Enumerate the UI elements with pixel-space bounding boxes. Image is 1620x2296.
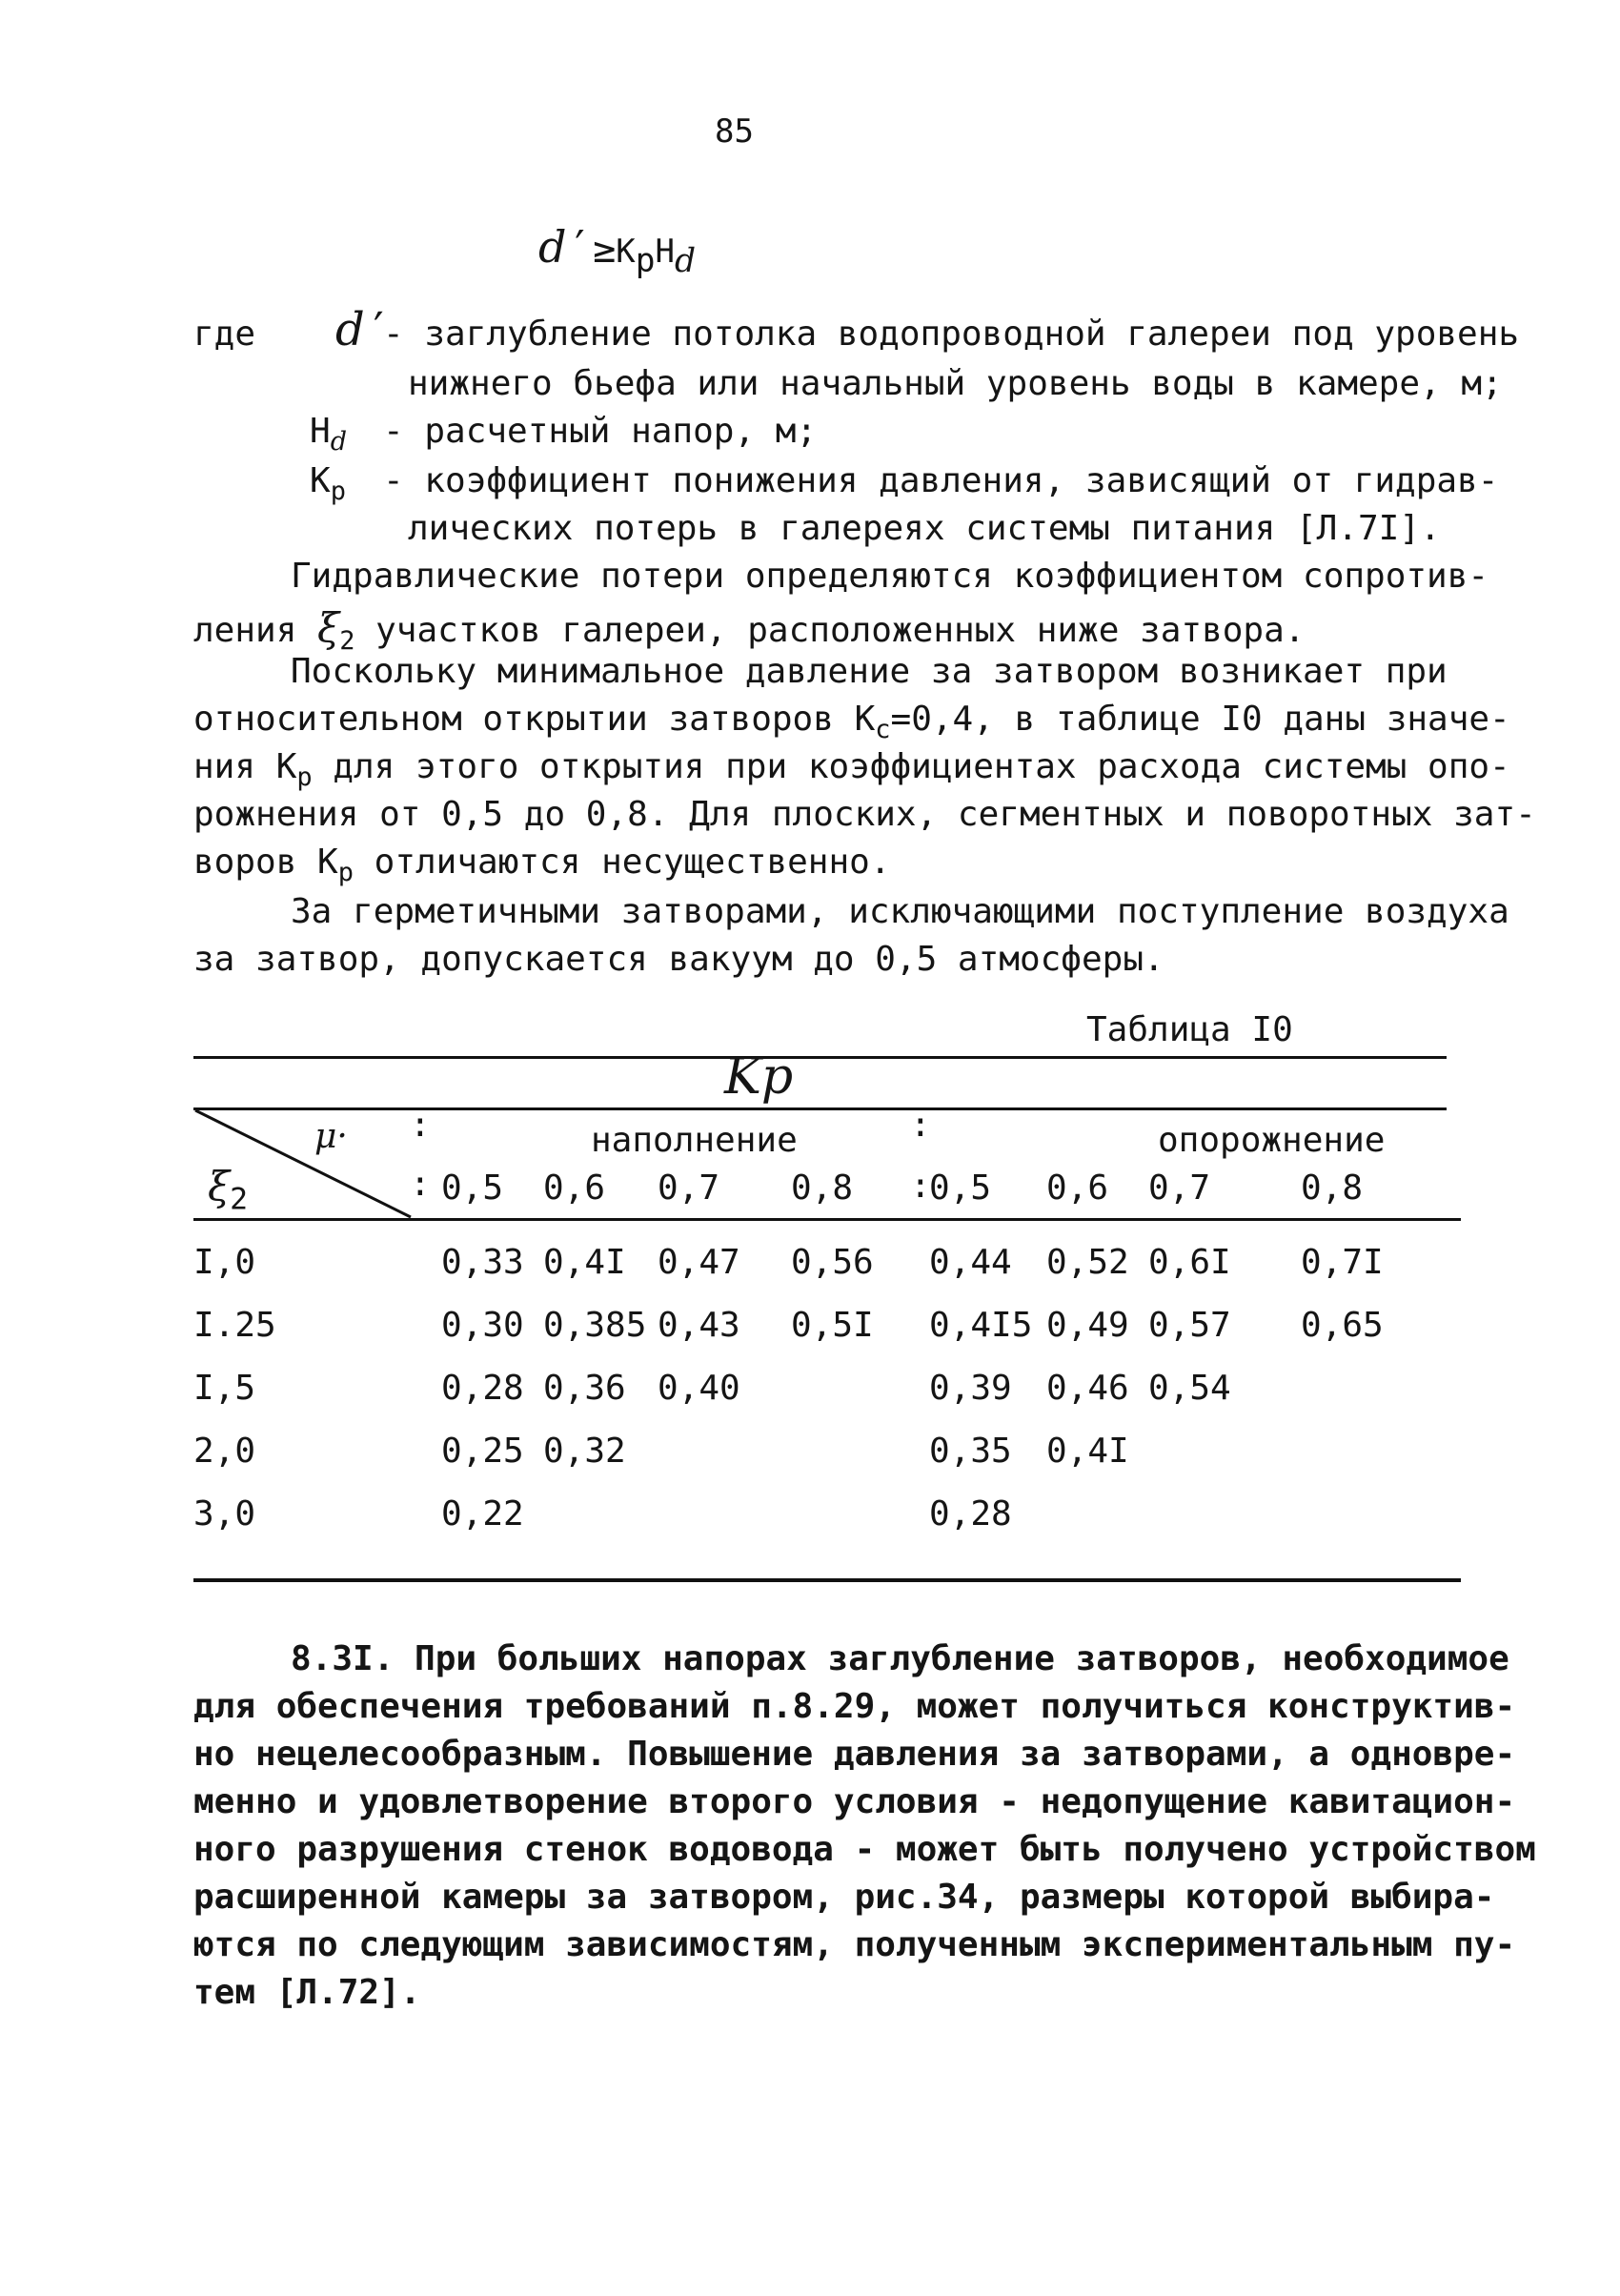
def-d-text-2: нижнего бьефа или начальный уровень воды в камере, м; (408, 364, 1503, 403)
para2-line3: ния $K_p$ для этого открытия при коэффициентах расхода системы опо- (193, 747, 1510, 793)
para2-line2: относительном открытии затворов $K_c=0,4$, в таблице I0 даны значе- (193, 700, 1510, 745)
def-d-symbol: d′ (335, 303, 393, 356)
table-cell: 0,44 (929, 1243, 1012, 1282)
para4-line2: для обеспечения требований п.8.29, может получиться конструктив- (193, 1687, 1516, 1726)
def-h-symbol: $H_d$ (310, 412, 347, 457)
table-cell: 0,6I (1148, 1243, 1231, 1282)
table-cell: 0,56 (791, 1243, 874, 1282)
para4-line5: ного разрушения стенок водовода - может быть получено устройством (193, 1830, 1536, 1869)
table-row-xi: 3,0 (193, 1494, 256, 1534)
table-corner-xi: $\xi_2$ (208, 1163, 249, 1217)
para3-line2: за затвор, допускается вакуум до 0,5 атмосферы. (193, 940, 1164, 979)
table-group-fill: наполнение (591, 1121, 798, 1160)
table-cell: 0,52 (1046, 1243, 1129, 1282)
table-bottom-rule (193, 1578, 1461, 1582)
table-cell: 0,35 (929, 1432, 1012, 1471)
def-k-text-1: - коэффициент понижения давления, зависящий от гидрав- (383, 461, 1499, 500)
table-cell: 0,25 (441, 1432, 524, 1471)
table-subheader-7: 0,7 (1148, 1168, 1211, 1208)
formula-relation: ≥ (593, 228, 617, 272)
table-cell: 0,47 (658, 1243, 740, 1282)
table-main-header: Kp (724, 1048, 794, 1106)
formula-h: H (655, 233, 675, 271)
table-cell: 0,28 (929, 1494, 1012, 1534)
para2-line1: Поскольку минимальное давление за затвором возникает при (291, 652, 1448, 691)
formula-d: d (538, 221, 567, 273)
table-top-rule (193, 1056, 1447, 1059)
table-cell: 0,5I (791, 1306, 874, 1345)
formula-k: K (616, 233, 636, 271)
para4-line4: менно и удовлетворение второго условия - недопущение кавитацион- (193, 1782, 1516, 1821)
formula (538, 221, 696, 280)
para3-line1: За герметичными затворами, исключающими поступление воздуха (291, 892, 1509, 931)
def-d-text-1: - заглубление потолка водопроводной галереи под уровень (383, 315, 1520, 354)
para1-line2: ления $\xi_2$ участков галереи, расположенных ниже затвора. (193, 604, 1306, 657)
para1-line1: Гидравлические потери определяются коэффициентом сопротив- (291, 557, 1489, 596)
table-cell: 0,4I5 (929, 1306, 1033, 1345)
table-group-empty: опорожнение (1158, 1121, 1386, 1160)
table-row-xi: 2,0 (193, 1432, 256, 1471)
table-subheader-3: 0,7 (658, 1168, 720, 1208)
col-sep-1: : (410, 1106, 431, 1145)
table-subheader-5: 0,5 (929, 1168, 992, 1208)
table-row-xi: I.25 (193, 1306, 276, 1345)
table-cell: 0,33 (441, 1243, 524, 1282)
para4-line3: но нецелесообразным. Повышение давления за затворами, а одновре- (193, 1735, 1516, 1774)
table-subheader-1: 0,5 (441, 1168, 504, 1208)
table-row-xi: I,5 (193, 1369, 256, 1408)
table-caption: Таблица I0 (1086, 1010, 1293, 1049)
table-cell: 0,57 (1148, 1306, 1231, 1345)
page-number: 85 (715, 112, 754, 151)
definitions-intro: где (193, 315, 256, 354)
table-cell: 0,22 (441, 1494, 524, 1534)
formula-prime: ′ (566, 221, 594, 273)
table-subheader-4: 0,8 (791, 1168, 854, 1208)
formula-k-sub: p (635, 242, 656, 281)
para2-line4: рожнения от 0,5 до 0,8. Для плоских, сегментных и поворотных зат- (193, 795, 1536, 834)
table-cell: 0,36 (543, 1369, 626, 1408)
table-cell: 0,65 (1301, 1306, 1384, 1345)
para4-line7: ются по следующим зависимостям, полученным экспериментальным пу- (193, 1925, 1516, 1964)
table-subheader-8: 0,8 (1301, 1168, 1364, 1208)
table-cell: 0,4I (543, 1243, 626, 1282)
table-cell: 0,46 (1046, 1369, 1129, 1408)
table-cell: 0,7I (1301, 1243, 1384, 1282)
col-sep-3: : (910, 1106, 931, 1145)
para2-line5: воров $K_p$ отличаются несущественно. (193, 843, 891, 888)
def-k-text-2: лических потерь в галереях системы питания [Л.7I]. (408, 509, 1441, 548)
table-cell: 0,32 (543, 1432, 626, 1471)
col-sep-2: : (410, 1165, 431, 1204)
table-cell: 0,28 (441, 1369, 524, 1408)
def-h-text: - расчетный напор, м; (383, 412, 818, 451)
table-cell: 0,30 (441, 1306, 524, 1345)
formula-h-sub: d (675, 242, 697, 281)
table-cell: 0,49 (1046, 1306, 1129, 1345)
table-cell: 0,4I (1046, 1432, 1129, 1471)
table-subheader-2: 0,6 (543, 1168, 606, 1208)
def-k-symbol: $K_p$ (310, 461, 346, 507)
table-cell: 0,385 (543, 1306, 647, 1345)
xi-symbol: ξ (317, 604, 340, 651)
col-sep-4: : (910, 1167, 931, 1206)
para4-line6: расширенной камеры за затвором, рис.34, размеры которой выбира- (193, 1878, 1495, 1917)
para4-line8: тем [Л.72]. (193, 1973, 421, 2012)
table-cell: 0,40 (658, 1369, 740, 1408)
table-row-xi: I,0 (193, 1243, 256, 1282)
table-cell: 0,54 (1148, 1369, 1231, 1408)
para4-line1: 8.3I. При больших напорах заглубление затворов, необходимое (291, 1639, 1509, 1678)
table-cell: 0,43 (658, 1306, 740, 1345)
table-cell: 0,39 (929, 1369, 1012, 1408)
table-corner-mu: μ· (314, 1117, 348, 1156)
table-subheader-6: 0,6 (1046, 1168, 1109, 1208)
